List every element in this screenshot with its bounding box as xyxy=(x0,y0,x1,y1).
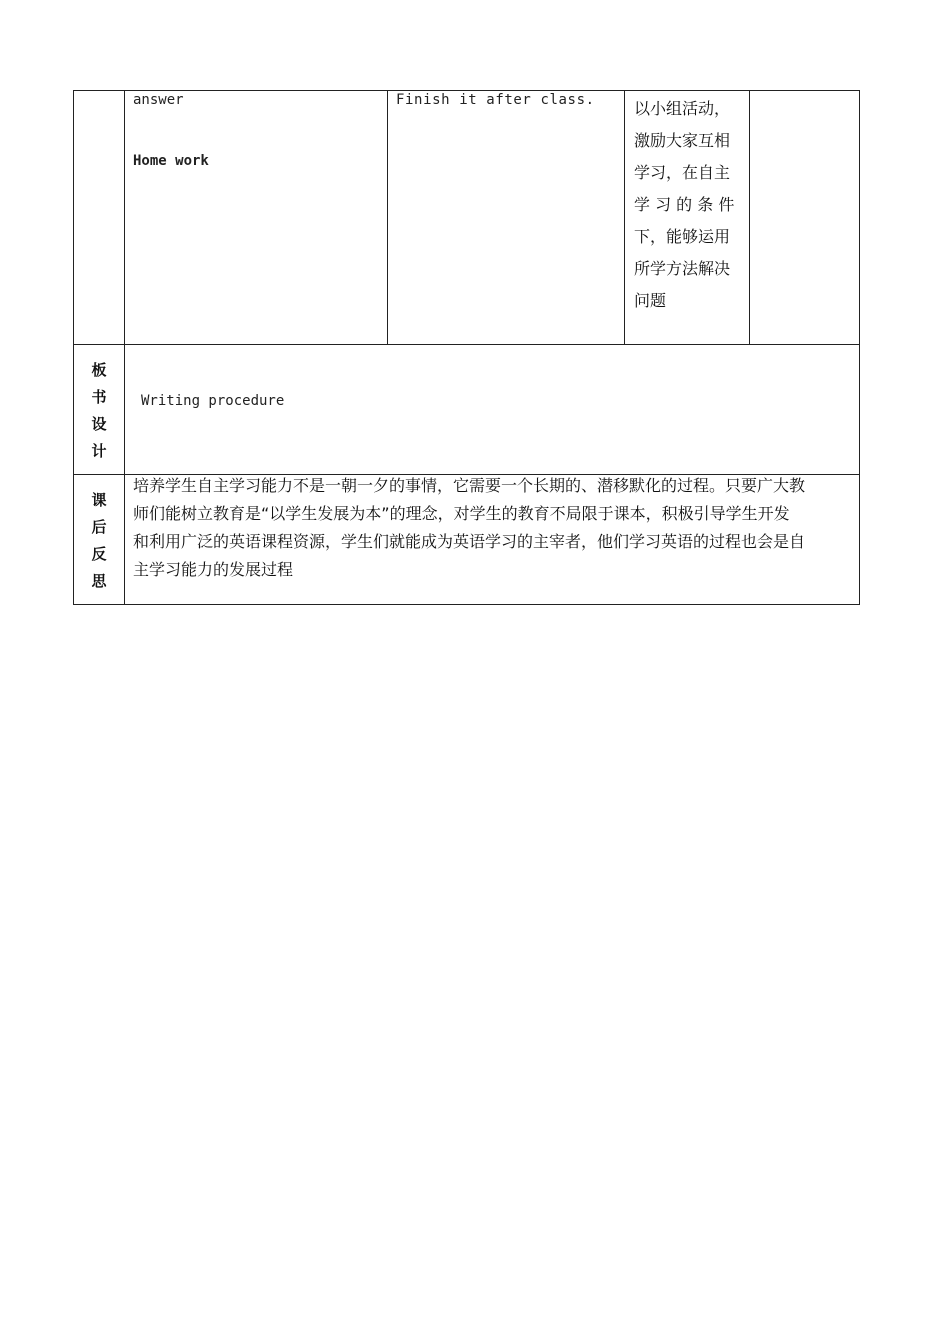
board-design-label-char: 板 xyxy=(91,361,107,379)
board-design-label-char: 书 xyxy=(91,388,107,406)
table-border-top xyxy=(73,90,860,91)
design-intent-line: 以小组活动， xyxy=(634,99,731,118)
design-intent-line: 学习，在自主 xyxy=(634,163,731,182)
reflection-line: 培养学生自主学习能力不是一朝一夕的事情，它需要一个长期的、潜移默化的过程。只要广大教 xyxy=(133,476,806,495)
reflection-label-char: 思 xyxy=(91,572,107,590)
table-label-column-divider xyxy=(124,90,125,605)
table-divider-row1 xyxy=(73,344,860,345)
answer-label: answer xyxy=(133,92,184,108)
design-intent-line: 问题 xyxy=(634,291,667,310)
design-intent-line: 所学方法解决 xyxy=(634,259,731,278)
reflection-line: 和利用广泛的英语课程资源，学生们就能成为英语学习的主宰者，他们学习英语的过程也会是自 xyxy=(133,532,806,551)
design-intent-line: 学 习 的 条 件 xyxy=(634,195,735,214)
homework-label: Home work xyxy=(133,153,209,169)
board-design-label-char: 计 xyxy=(91,442,107,460)
table-col-divider-1 xyxy=(387,90,388,345)
table-border-bottom xyxy=(73,604,860,605)
reflection-label-char: 课 xyxy=(91,491,107,509)
reflection-label xyxy=(74,487,124,595)
reflection-label-char: 后 xyxy=(91,518,107,536)
board-design-content: Writing procedure xyxy=(141,393,285,409)
table-col-divider-2 xyxy=(624,90,625,345)
design-intent-line: 下，能够运用 xyxy=(634,227,731,246)
reflection-label-char: 反 xyxy=(91,545,107,563)
board-design-label xyxy=(74,357,124,465)
reflection-line: 师们能树立教育是“以学生发展为本”的理念，对学生的教育不局限于课本，积极引导学生开发 xyxy=(133,504,790,523)
design-intent-line: 激励大家互相 xyxy=(634,131,731,150)
table-border-right xyxy=(859,90,860,605)
student-activity-text: Finish it after class. xyxy=(396,92,595,108)
reflection-line: 主学习能力的发展过程 xyxy=(133,560,294,579)
table-col-divider-3 xyxy=(749,90,750,345)
board-design-label-char: 设 xyxy=(91,415,107,433)
